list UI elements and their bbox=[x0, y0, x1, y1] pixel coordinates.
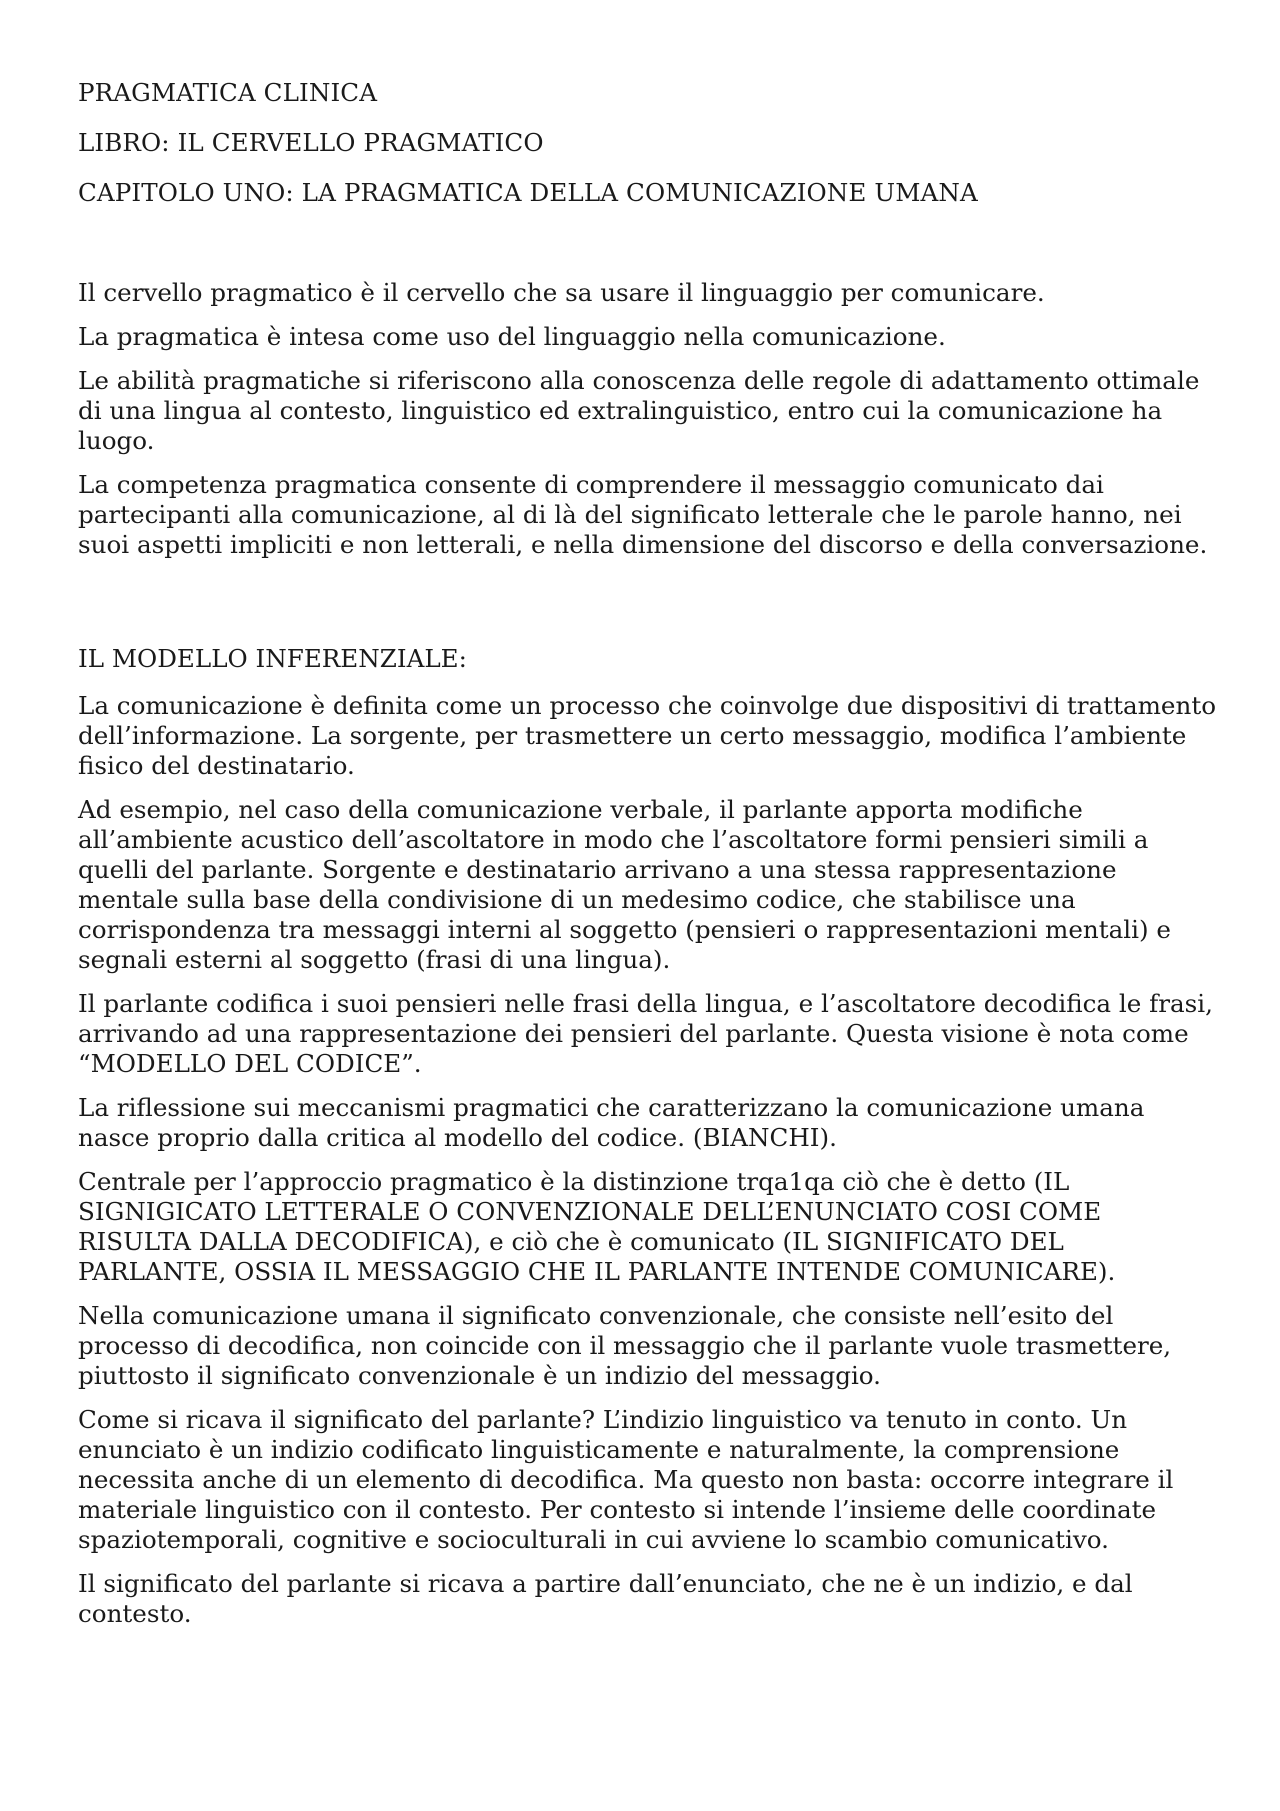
paragraph: Nella comunicazione umana il significato convenzionale, che consiste nell’esito del processo di decodifica, non coincide con il messaggio che il parlante vuole trasmettere, piuttosto il significato convenzionale è un indizio del messaggio. bbox=[78, 1301, 1172, 1390]
paragraph: Il significato del parlante si ricava a partire dall’enunciato, che ne è un indizio, e dal contesto. bbox=[78, 1569, 1133, 1628]
paragraph: Il cervello pragmatico è il cervello che sa usare il linguaggio per comunicare. bbox=[78, 278, 1045, 307]
course-title: PRAGMATICA CLINICA bbox=[78, 78, 378, 107]
document-page bbox=[78, 78, 1218, 1643]
paragraph: Centrale per l’approccio pragmatico è la distinzione trqa1qa ciò che è detto (IL SIGNIGICATO LETTERALE O CONVENZIONALE DELL’ENUNCIATO COSI COME RISULTA DALLA DECODIFICA), e ciò che è comunicato (IL SIGNIFICATO DEL PARLANTE, OSSIA IL MESSAGGIO CHE IL PARLANTE INTENDE COMUNICARE). bbox=[78, 1167, 1116, 1286]
paragraph: La competenza pragmatica consente di comprendere il messaggio comunicato dai partecipanti alla comunicazione, al di là del significato letterale che le parole hanno, nei suoi aspetti impliciti e non letterali, e nella dimensione del discorso e della conversazione. bbox=[78, 470, 1208, 559]
paragraph: La riflessione sui meccanismi pragmatici che caratterizzano la comunicazione umana nasce proprio dalla critica al modello del codice. (BIANCHI). bbox=[78, 1093, 1145, 1152]
inferential-model-section bbox=[78, 644, 1218, 1629]
chapter-title: CAPITOLO UNO: LA PRAGMATICA DELLA COMUNICAZIONE UMANA bbox=[78, 178, 978, 207]
paragraph: La comunicazione è definita come un processo che coinvolge due dispositivi di trattamento dell’informazione. La sorgente, per trasmettere un certo messaggio, modifica l’ambiente fisico del destinatario. bbox=[78, 691, 1217, 780]
book-title: LIBRO: IL CERVELLO PRAGMATICO bbox=[78, 128, 544, 157]
paragraph: Come si ricava il significato del parlante? L’indizio linguistico va tenuto in conto. Un enunciato è un indizio codificato linguisticamente e naturalmente, la comprensione necessita anche di un elemento di decodifica. Ma questo non basta: occorre integrare il materiale linguistico con il contesto. Per contesto si intende l’insieme delle coordinate spaziotemporali, cognitive e socioculturali in cui avviene lo scambio comunicativo. bbox=[78, 1405, 1174, 1554]
paragraph: La pragmatica è intesa come uso del linguaggio nella comunicazione. bbox=[78, 322, 946, 351]
intro-section bbox=[78, 278, 1218, 560]
paragraph: Le abilità pragmatiche si riferiscono alla conoscenza delle regole di adattamento ottimale di una lingua al contesto, linguistico ed extralinguistico, entro cui la comunicazione ha luogo. bbox=[78, 366, 1200, 455]
paragraph: Il parlante codifica i suoi pensieri nelle frasi della lingua, e l’ascoltatore decodifica le frasi, arrivando ad una rappresentazione dei pensieri del parlante. Questa visione è nota come “MODELLO DEL CODICE”. bbox=[78, 989, 1213, 1078]
section-title: IL MODELLO INFERENZIALE: bbox=[78, 644, 467, 673]
paragraph: Ad esempio, nel caso della comunicazione verbale, il parlante apporta modifiche all’ambiente acustico dell’ascoltatore in modo che l’ascoltatore formi pensieri simili a quelli del parlante. Sorgente e destinatario arrivano a una stessa rappresentazione mentale sulla base della condivisione di un medesimo codice, che stabilisce una corrispondenza tra messaggi interni al soggetto (pensieri o rappresentazioni mentali) e segnali esterni al soggetto (frasi di una lingua). bbox=[78, 795, 1171, 974]
spacer bbox=[78, 208, 1218, 278]
spacer bbox=[78, 574, 1218, 644]
